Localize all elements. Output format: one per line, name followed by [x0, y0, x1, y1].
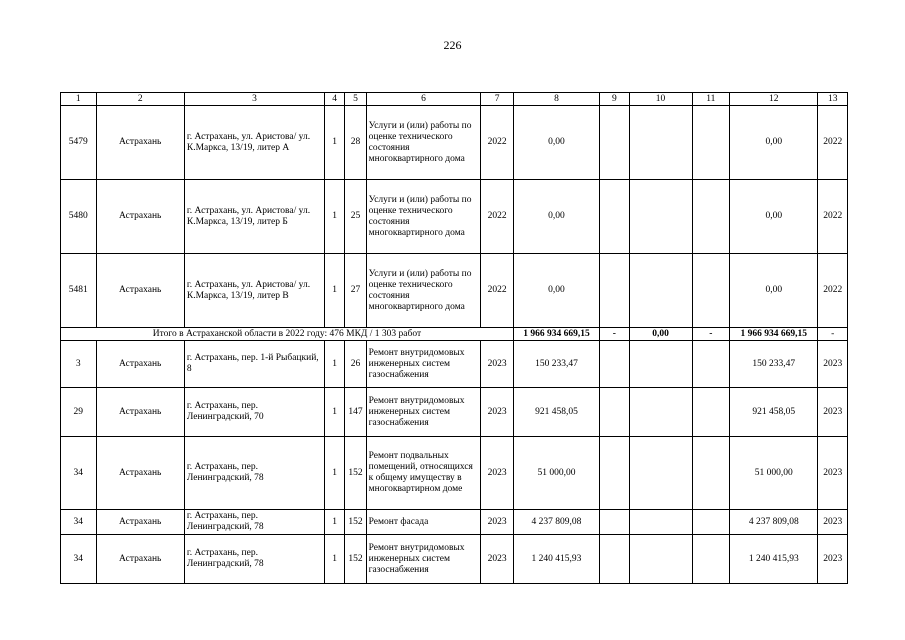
total-col10: 0,00 — [629, 328, 692, 341]
column-number: 10 — [629, 93, 692, 106]
col9-cell — [600, 106, 629, 180]
column-number-row — [61, 93, 848, 106]
cost-cell: 0,00 — [513, 180, 599, 254]
col13-cell: 2023 — [818, 437, 848, 510]
col4-cell: 1 — [325, 388, 345, 437]
col13-cell: 2023 — [818, 535, 848, 584]
capital-repair-table — [60, 92, 848, 584]
table-row — [61, 180, 848, 254]
col10-cell — [629, 180, 692, 254]
address-cell: г. Астрахань, пер. Ленинградский, 78 — [184, 535, 324, 584]
address-cell: г. Астрахань, ул. Аристова/ ул. К.Маркса, 13/19, литер В — [184, 254, 324, 328]
city-cell: Астрахань — [96, 388, 184, 437]
row-id: 34 — [61, 535, 97, 584]
city-cell: Астрахань — [96, 437, 184, 510]
col9-cell — [600, 180, 629, 254]
col11-cell — [692, 106, 730, 180]
year-cell: 2023 — [481, 437, 513, 510]
column-number: 8 — [513, 93, 599, 106]
cost-cell: 51 000,00 — [513, 437, 599, 510]
city-cell: Астрахань — [96, 106, 184, 180]
col12-cell: 150 233,47 — [730, 341, 818, 388]
col9-cell — [600, 535, 629, 584]
column-number: 3 — [184, 93, 324, 106]
table-row — [61, 254, 848, 328]
col12-cell: 0,00 — [730, 180, 818, 254]
service-cell: Ремонт подвальных помещений, относящихся к общему имуществу в многоквартирном доме — [366, 437, 481, 510]
address-cell: г. Астрахань, пер. Ленинградский, 70 — [184, 388, 324, 437]
row-id: 5481 — [61, 254, 97, 328]
total-label: Итого в Астраханской области в 2022 году: 476 МКД / 1 303 работ — [61, 328, 514, 341]
col10-cell — [629, 341, 692, 388]
cost-cell: 0,00 — [513, 106, 599, 180]
row-id: 34 — [61, 510, 97, 535]
col5-cell: 152 — [345, 535, 366, 584]
col5-cell: 147 — [345, 388, 366, 437]
column-number: 2 — [96, 93, 184, 106]
col11-cell — [692, 510, 730, 535]
table-row — [61, 437, 848, 510]
col11-cell — [692, 388, 730, 437]
col9-cell — [600, 437, 629, 510]
col4-cell: 1 — [325, 254, 345, 328]
col5-cell: 26 — [345, 341, 366, 388]
address-cell: г. Астрахань, пер. 1-й Рыбацкий, 8 — [184, 341, 324, 388]
column-number: 11 — [692, 93, 730, 106]
col13-cell: 2022 — [818, 106, 848, 180]
service-cell: Услуги и (или) работы по оценке технического состояния многоквартирного дома — [366, 254, 481, 328]
table-row — [61, 510, 848, 535]
col9-cell — [600, 388, 629, 437]
column-number: 12 — [730, 93, 818, 106]
col5-cell: 152 — [345, 437, 366, 510]
cost-cell: 1 240 415,93 — [513, 535, 599, 584]
col13-cell: 2023 — [818, 510, 848, 535]
col5-cell: 152 — [345, 510, 366, 535]
column-number: 13 — [818, 93, 848, 106]
col10-cell — [629, 437, 692, 510]
col11-cell — [692, 254, 730, 328]
year-cell: 2022 — [481, 180, 513, 254]
total-col12: 1 966 934 669,15 — [730, 328, 818, 341]
column-number: 7 — [481, 93, 513, 106]
col4-cell: 1 — [325, 341, 345, 388]
col4-cell: 1 — [325, 535, 345, 584]
col5-cell: 25 — [345, 180, 366, 254]
city-cell: Астрахань — [96, 180, 184, 254]
year-cell: 2022 — [481, 254, 513, 328]
service-cell: Ремонт внутридомовых инженерных систем газоснабжения — [366, 388, 481, 437]
col13-cell: 2022 — [818, 254, 848, 328]
page-number: 226 — [443, 38, 462, 52]
row-id: 5479 — [61, 106, 97, 180]
col12-cell: 921 458,05 — [730, 388, 818, 437]
service-cell: Ремонт внутридомовых инженерных систем газоснабжения — [366, 341, 481, 388]
col13-cell: 2023 — [818, 341, 848, 388]
total-col9: - — [600, 328, 629, 341]
total-col11: - — [692, 328, 730, 341]
total-col8: 1 966 934 669,15 — [513, 328, 599, 341]
table-row — [61, 535, 848, 584]
col12-cell: 1 240 415,93 — [730, 535, 818, 584]
address-cell: г. Астрахань, пер. Ленинградский, 78 — [184, 437, 324, 510]
city-cell: Астрахань — [96, 254, 184, 328]
col4-cell: 1 — [325, 437, 345, 510]
col12-cell: 0,00 — [730, 254, 818, 328]
year-cell: 2022 — [481, 106, 513, 180]
col9-cell — [600, 341, 629, 388]
address-cell: г. Астрахань, ул. Аристова/ ул. К.Маркса, 13/19, литер А — [184, 106, 324, 180]
table-row — [61, 341, 848, 388]
city-cell: Астрахань — [96, 341, 184, 388]
service-cell: Ремонт внутридомовых инженерных систем газоснабжения — [366, 535, 481, 584]
col10-cell — [629, 254, 692, 328]
address-cell: г. Астрахань, ул. Аристова/ ул. К.Маркса, 13/19, литер Б — [184, 180, 324, 254]
address-cell: г. Астрахань, пер. Ленинградский, 78 — [184, 510, 324, 535]
row-id: 3 — [61, 341, 97, 388]
service-cell: Услуги и (или) работы по оценке технического состояния многоквартирного дома — [366, 180, 481, 254]
column-number: 4 — [325, 93, 345, 106]
col13-cell: 2022 — [818, 180, 848, 254]
service-cell: Услуги и (или) работы по оценке технического состояния многоквартирного дома — [366, 106, 481, 180]
cost-cell: 4 237 809,08 — [513, 510, 599, 535]
col4-cell: 1 — [325, 510, 345, 535]
year-cell: 2023 — [481, 341, 513, 388]
col11-cell — [692, 341, 730, 388]
year-cell: 2023 — [481, 535, 513, 584]
col10-cell — [629, 535, 692, 584]
cost-cell: 150 233,47 — [513, 341, 599, 388]
col13-cell: 2023 — [818, 388, 848, 437]
col9-cell — [600, 254, 629, 328]
city-cell: Астрахань — [96, 535, 184, 584]
col12-cell: 51 000,00 — [730, 437, 818, 510]
col12-cell: 4 237 809,08 — [730, 510, 818, 535]
col10-cell — [629, 510, 692, 535]
column-number: 5 — [345, 93, 366, 106]
col12-cell: 0,00 — [730, 106, 818, 180]
col5-cell: 27 — [345, 254, 366, 328]
service-cell: Ремонт фасада — [366, 510, 481, 535]
total-col13: - — [818, 328, 848, 341]
column-number: 9 — [600, 93, 629, 106]
row-id: 34 — [61, 437, 97, 510]
col11-cell — [692, 437, 730, 510]
col11-cell — [692, 180, 730, 254]
row-id: 5480 — [61, 180, 97, 254]
total-row — [61, 328, 848, 341]
cost-cell: 921 458,05 — [513, 388, 599, 437]
col4-cell: 1 — [325, 106, 345, 180]
col9-cell — [600, 510, 629, 535]
year-cell: 2023 — [481, 510, 513, 535]
table-row — [61, 388, 848, 437]
year-cell: 2023 — [481, 388, 513, 437]
col10-cell — [629, 388, 692, 437]
col5-cell: 28 — [345, 106, 366, 180]
row-id: 29 — [61, 388, 97, 437]
col10-cell — [629, 106, 692, 180]
column-number: 6 — [366, 93, 481, 106]
column-number: 1 — [61, 93, 97, 106]
col4-cell: 1 — [325, 180, 345, 254]
city-cell: Астрахань — [96, 510, 184, 535]
col11-cell — [692, 535, 730, 584]
cost-cell: 0,00 — [513, 254, 599, 328]
table-row — [61, 106, 848, 180]
